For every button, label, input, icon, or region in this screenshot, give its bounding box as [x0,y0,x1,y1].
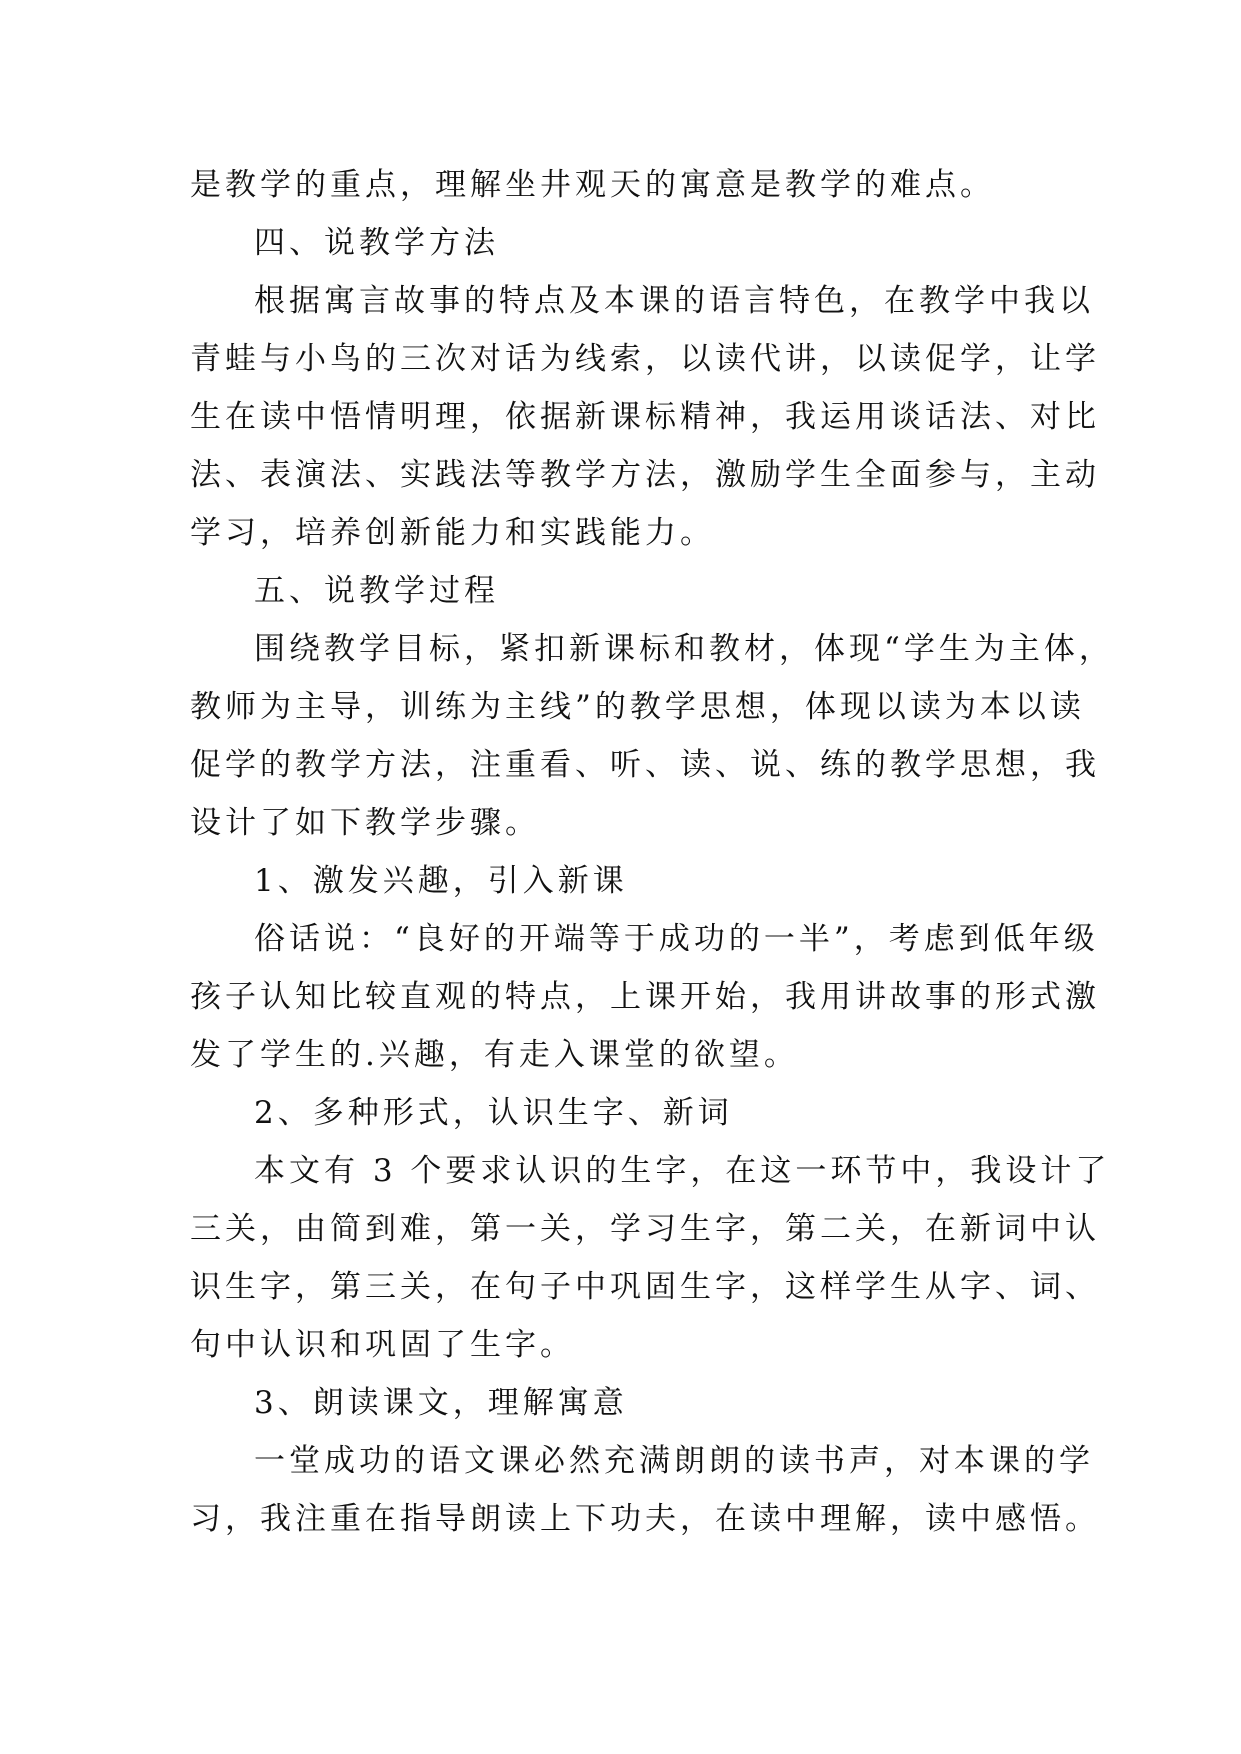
text-line: 本文有 3 个要求认识的生字，在这一环节中，我设计了 [254,1153,1111,1189]
text-line: 句中认识和巩固了生字。 [190,1327,575,1363]
text-line: 习，我注重在指导朗读上下功夫，在读中理解，读中感悟。 [190,1501,1100,1537]
text-line: 1、激发兴趣，引入新课 [254,863,628,899]
text-line: 俗话说：“良好的开端等于成功的一半”，考虑到低年级 [254,921,1099,957]
text-line: 设计了如下教学步骤。 [190,805,540,841]
text-line: 识生字，第三关，在句子中巩固生字，这样学生从字、词、 [190,1269,1100,1305]
text-line: 3、朗读课文，理解寓意 [254,1385,628,1421]
text-line: 青蛙与小鸟的三次对话为线索，以读代讲，以读促学，让学 [190,341,1100,377]
text-line: 四、说教学方法 [254,225,499,261]
text-line: 孩子认知比较直观的特点，上课开始，我用讲故事的形式激 [190,979,1100,1015]
text-line: 五、说教学过程 [254,573,499,609]
text-line: 2、多种形式，认识生字、新词 [254,1095,733,1131]
text-line: 学习，培养创新能力和实践能力。 [190,515,715,551]
document-body [190,156,1114,1548]
text-line: 生在读中悟情明理，依据新课标精神，我运用谈话法、对比 [190,399,1100,435]
text-line: 根据寓言故事的特点及本课的语言特色，在教学中我以 [254,283,1094,319]
text-line: 法、表演法、实践法等教学方法，激励学生全面参与，主动 [190,457,1100,493]
text-line: 围绕教学目标，紧扣新课标和教材，体现“学生为主体， [254,631,1114,667]
text-line: 一堂成功的语文课必然充满朗朗的读书声，对本课的学 [254,1443,1094,1479]
text-line: 促学的教学方法，注重看、听、读、说、练的教学思想，我 [190,747,1100,783]
text-line: 发了学生的.兴趣，有走入课堂的欲望。 [190,1037,799,1073]
text-line: 是教学的重点，理解坐井观天的寓意是教学的难点。 [190,167,995,203]
text-line: 教师为主导，训练为主线”的教学思想，体现以读为本以读 [190,689,1085,725]
text-line: 三关，由简到难，第一关，学习生字，第二关，在新词中认 [190,1211,1100,1247]
